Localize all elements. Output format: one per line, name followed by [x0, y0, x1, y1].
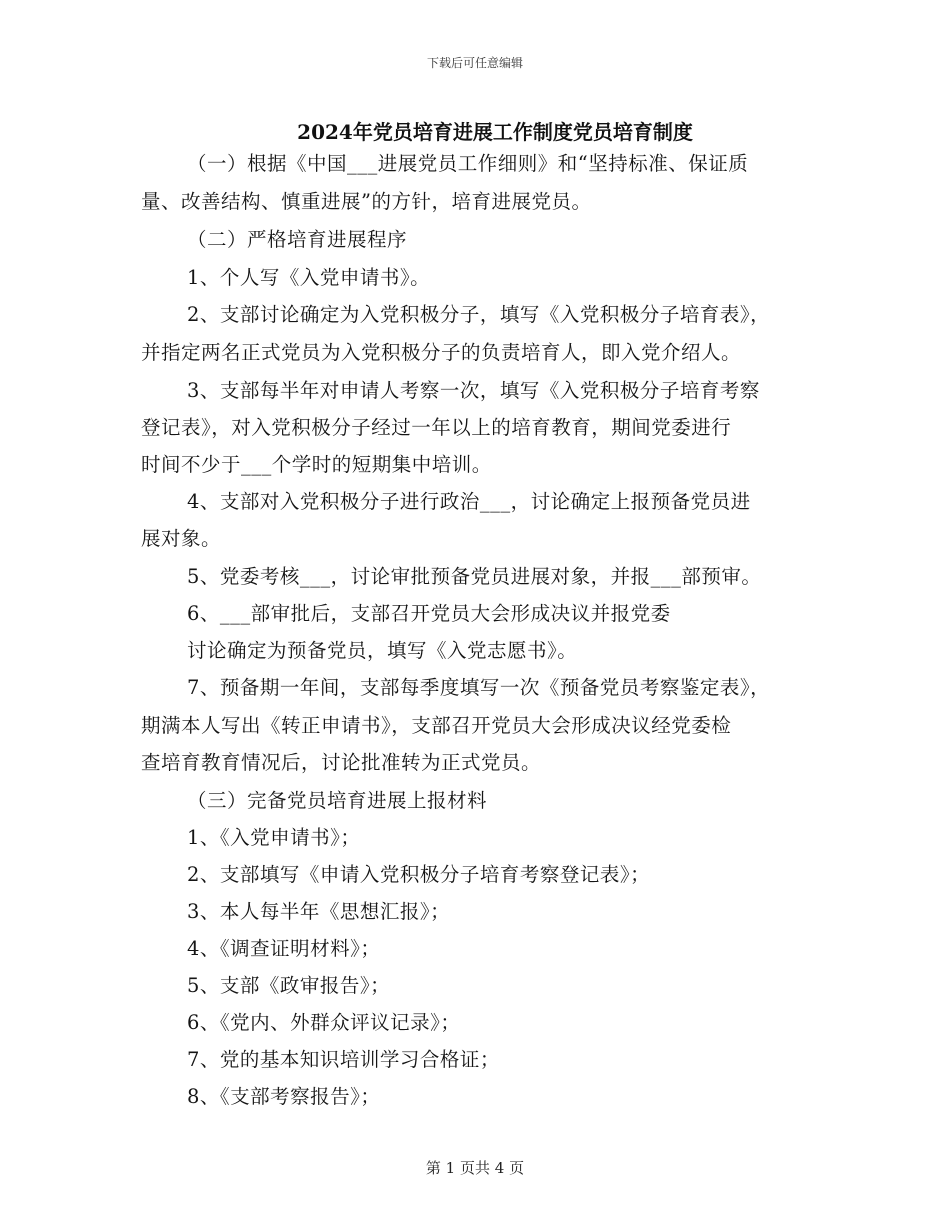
body-line: 并指定两名正式党员为入党积极分子的负责培育人，即入党介绍人。: [141, 341, 742, 364]
body-line: 讨论确定为预备党员，填写《入党志愿书》。: [187, 639, 578, 662]
body-line: 7、预备期一年间，支部每季度填写一次《预备党员考察鉴定表》，: [187, 676, 771, 699]
list-item: 1、《入党申请书》；: [187, 826, 361, 849]
list-item: 8、《支部考察报告》；: [187, 1085, 381, 1108]
list-item: 4、《调查证明材料》；: [187, 937, 381, 960]
body-line: 4、支部对入党积极分子进行政治___，讨论确定上报预备党员进: [187, 490, 751, 513]
body-line: 时间不少于___个学时的短期集中培训。: [141, 453, 492, 476]
header-note: 下载后可任意编辑: [426, 56, 523, 70]
body-line: 查培育教育情况后，讨论批准转为正式党员。: [141, 751, 542, 774]
list-item: 3、本人每半年《思想汇报》；: [187, 900, 451, 923]
body-line: 1、个人写《入党申请书》。: [187, 266, 431, 289]
body-line: 3、支部每半年对申请人考察一次，填写《入党积极分子培育考察: [187, 379, 760, 402]
body-line: 6、___部审批后，支部召开党员大会形成决议并报党委: [187, 602, 671, 625]
body-line: 量、改善结构、慎重进展”的方针，培育进展党员。: [141, 190, 592, 213]
page-number-footer: 第 1 页共 4 页: [425, 1159, 525, 1177]
list-item: 2、支部填写《申请入党积极分子培育考察登记表》；: [187, 863, 651, 886]
section-heading: （三）完备党员培育进展上报材料: [187, 789, 488, 812]
list-item: 7、党的基本知识培训学习合格证；: [187, 1048, 500, 1071]
section-heading: （二）严格培育进展程序: [187, 228, 408, 251]
body-line: 期满本人写出《转正申请书》，支部召开党员大会形成决议经党委检: [141, 714, 732, 737]
body-line: （一）根据《中国___进展党员工作细则》和“坚持标准、保证质: [187, 152, 749, 175]
body-line: 2、支部讨论确定为入党积极分子，填写《入党积极分子培育表》，: [187, 303, 771, 326]
document-title: 2024年党员培育进展工作制度党员培育制度: [297, 120, 693, 144]
list-item: 5、支部《政审报告》；: [187, 974, 391, 997]
body-line: 登记表》，对入党积极分子经过一年以上的培育教育，期间党委进行: [141, 416, 732, 439]
body-line: 展对象。: [141, 527, 222, 550]
list-item: 6、《党内、外群众评议记录》；: [187, 1011, 461, 1034]
body-line: 5、党委考核___，讨论审批预备党员进展对象，并报___部预审。: [187, 565, 762, 588]
